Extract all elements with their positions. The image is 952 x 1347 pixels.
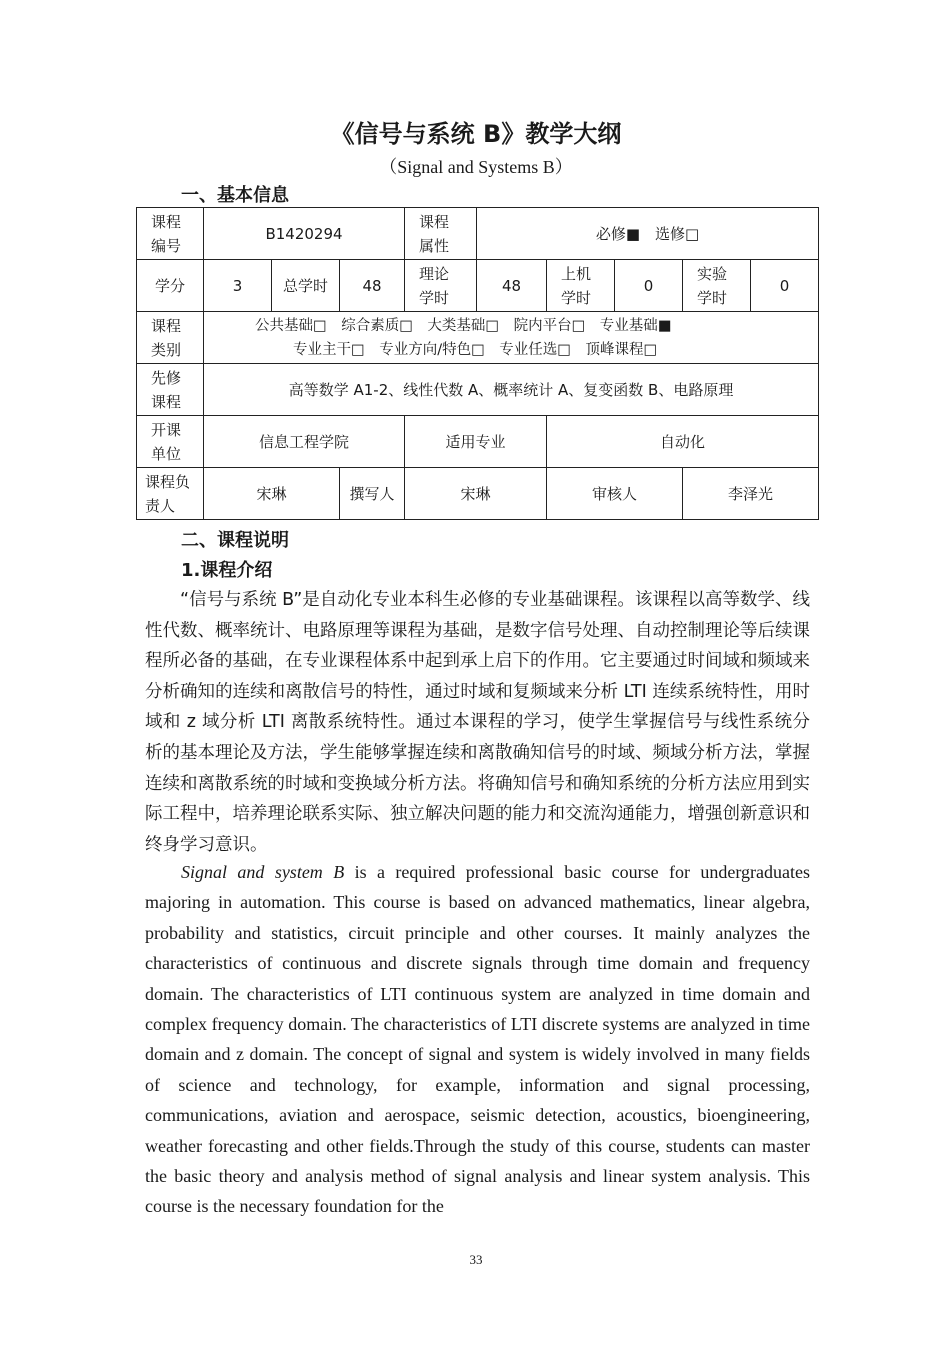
category-line-2: 专业主干□ 专业方向/特色□ 专业任选□ 顶峰课程□ — [293, 341, 658, 358]
major-label: 适用专业 — [405, 416, 547, 468]
dept-label: 开课单位 — [137, 416, 204, 468]
course-name-italic: Signal and system B — [181, 862, 345, 882]
prereq-label: 先修课程 — [137, 364, 204, 416]
owner-label: 课程负责人 — [137, 468, 204, 520]
theory-hours-value: 48 — [477, 260, 547, 312]
table-row — [137, 468, 819, 520]
lab-hours-label: 上机学时 — [547, 260, 615, 312]
document-subtitle: （Signal and Systems B） — [379, 157, 573, 177]
prereq-value: 高等数学 A1-2、线性代数 A、概率统计 A、复变函数 B、电路原理 — [204, 364, 819, 416]
category-line-1: 公共基础□ 综合素质□ 大类基础□ 院内平台□ 专业基础■ — [255, 317, 672, 334]
course-attr-label: 课程属性 — [405, 208, 477, 260]
document-title: 《信号与系统 B》教学大纲 — [330, 120, 622, 148]
total-hours-label: 总学时 — [272, 260, 340, 312]
exp-hours-value: 0 — [751, 260, 819, 312]
credit-value: 3 — [204, 260, 272, 312]
basic-info-table — [136, 207, 819, 520]
owner-value: 宋琳 — [204, 468, 340, 520]
course-intro-english-text: is a required professional basic course for undergraduates majoring in automation. This course is based on advanced mathematics, linear algebra, probability and statistics, circuit principle and other courses. It mainly analyzes the characteristics of continuous and discrete signals through time domain and frequency domain. The characteristics of LTI continuous system are analyzed in time domain and complex frequency domain. The characteristics of LTI discrete systems are analyzed in time domain and z domain. The concept of signal and system is widely involved in many fields of science and technology, for example, information and signal processing, communications, aviation and aerospace, seismic detection, acoustics, bioengineering, weather forecasting and other fields.Through the study of this course, students can master the basic theory and analysis method of signal analysis and linear system analysis. This course is the necessary foundation for the — [145, 862, 810, 1217]
writer-label: 撰写人 — [340, 468, 405, 520]
reviewer-value: 李泽光 — [683, 468, 819, 520]
subsection-heading-course-intro: 1.课程介绍 — [181, 560, 273, 581]
category-label: 课程类别 — [137, 312, 204, 364]
table-row — [137, 416, 819, 468]
page-number: 33 — [469, 1252, 483, 1267]
course-intro-english — [145, 857, 810, 1222]
section-heading-basic-info: 一、基本信息 — [181, 185, 289, 206]
course-code-label: 课程编号 — [137, 208, 204, 260]
credit-label: 学分 — [137, 260, 204, 312]
table-row — [137, 208, 819, 260]
course-code-value: B1420294 — [204, 208, 405, 260]
category-options — [204, 312, 819, 364]
total-hours-value: 48 — [340, 260, 405, 312]
major-value: 自动化 — [547, 416, 819, 468]
table-row — [137, 260, 819, 312]
theory-hours-label: 理论学时 — [405, 260, 477, 312]
section-heading-course-description: 二、课程说明 — [181, 530, 289, 551]
reviewer-label: 审核人 — [547, 468, 683, 520]
course-attr-value: 必修■ 选修□ — [477, 208, 819, 260]
dept-value: 信息工程学院 — [204, 416, 405, 468]
table-row — [137, 364, 819, 416]
writer-value: 宋琳 — [405, 468, 547, 520]
exp-hours-label: 实验学时 — [683, 260, 751, 312]
table-row — [137, 312, 819, 364]
lab-hours-value: 0 — [615, 260, 683, 312]
course-intro-chinese: “信号与系统 B”是自动化专业本科生必修的专业基础课程。该课程以高等数学、线性代数、概率统计、电路原理等课程为基础，是数字信号处理、自动控制理论等后续课程所必备的基础，在专业课程体系中起到承上启下的作用。它主要通过时间域和频域来分析确知的连续和离散信号的特性，通过时域和复频域来分析 LTI 连续系统特性，用时域和 z 域分析 LTI 离散系统特性。通过本课程的学习，使学生掌握信号与线性系统分析的基本理论及方法，学生能够掌握连续和离散确知信号的时域、频域分析方法，掌握连续和离散系统的时域和变换域分析方法。将确知信号和确知系统的分析方法应用到实际工程中，培养理论联系实际、独立解决问题的能力和交流沟通能力，增强创新意识和终身学习意识。 — [145, 590, 810, 855]
